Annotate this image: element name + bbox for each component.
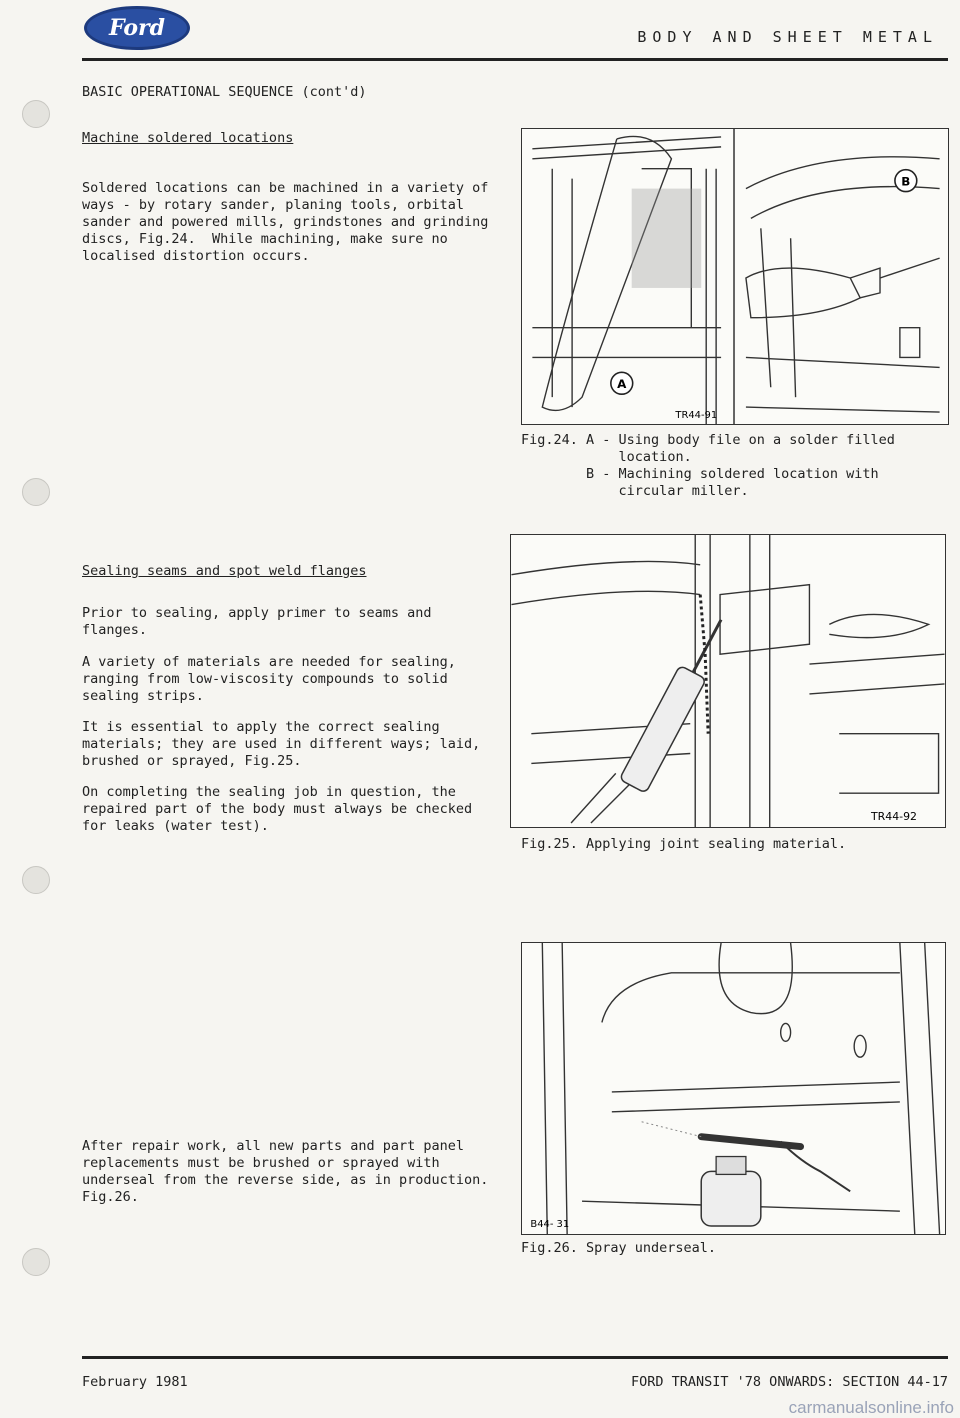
- ford-logo: [84, 6, 190, 50]
- sealing-paragraph-2: A variety of materials are needed for sealing, ranging from low-viscosity compounds to solid sealing strips.: [82, 654, 456, 704]
- figure-24-label-a: A: [617, 377, 627, 392]
- binder-hole: [22, 100, 50, 128]
- figure-24-drawing: [522, 129, 948, 424]
- figure-24: [521, 128, 949, 425]
- sealing-paragraph-3: It is essential to apply the correct sealing materials; they are used in different ways; laid, brushed or sprayed, Fig.25.: [82, 719, 481, 769]
- binder-hole: [22, 1248, 50, 1276]
- sealing-paragraph-4: On completing the sealing job in question, the repaired part of the body must always be checked for leaks (water test).: [82, 784, 473, 834]
- sealing-paragraph-1: Prior to sealing, apply primer to seams and flanges.: [82, 605, 432, 638]
- binder-hole: [22, 478, 50, 506]
- figure-25-caption: Fig.25. Applying joint sealing material.: [521, 836, 847, 852]
- figure-24-ref: TR44-91: [675, 410, 718, 422]
- ford-logo-text: Ford: [108, 15, 166, 41]
- section-title: BODY AND SHEET METAL: [637, 28, 938, 46]
- figure-26-drawing: [522, 943, 945, 1234]
- figure-25-ref: TR44-92: [871, 810, 917, 824]
- underseal-paragraph: After repair work, all new parts and part panel replacements must be brushed or sprayed with underseal from the reverse side, as in production. Fig.26.: [82, 1138, 489, 1205]
- footer-date: February 1981: [82, 1374, 188, 1390]
- footer-rule: [82, 1356, 948, 1359]
- figure-26: [521, 942, 946, 1235]
- figure-26-ref: B44- 31: [530, 1219, 570, 1231]
- sealing-heading: Sealing seams and spot weld flanges: [82, 563, 367, 579]
- figure-26-caption: Fig.26. Spray underseal.: [521, 1240, 717, 1256]
- figure-25-drawing: [511, 535, 945, 827]
- footer-publication: FORD TRANSIT '78 ONWARDS: SECTION 44-17: [631, 1374, 948, 1390]
- machine-paragraph: Soldered locations can be machined in a variety of ways - by rotary sander, planing tools, orbital sander and powered mills, grindstones and grinding discs, Fig.24. While machining, make sure no localised distortion occurs.: [82, 180, 489, 264]
- header-rule: [82, 58, 948, 61]
- watermark: carmanualsonline.info: [788, 1398, 954, 1417]
- figure-24-label-b: B: [901, 174, 911, 189]
- section-heading: BASIC OPERATIONAL SEQUENCE (cont'd): [82, 84, 367, 100]
- figure-24-caption: Fig.24. A - Using body file on a solder filled location. B - Machining soldered location with circular miller.: [521, 432, 895, 499]
- figure-25: [510, 534, 946, 828]
- binder-hole: [22, 866, 50, 894]
- machine-heading: Machine soldered locations: [82, 130, 294, 146]
